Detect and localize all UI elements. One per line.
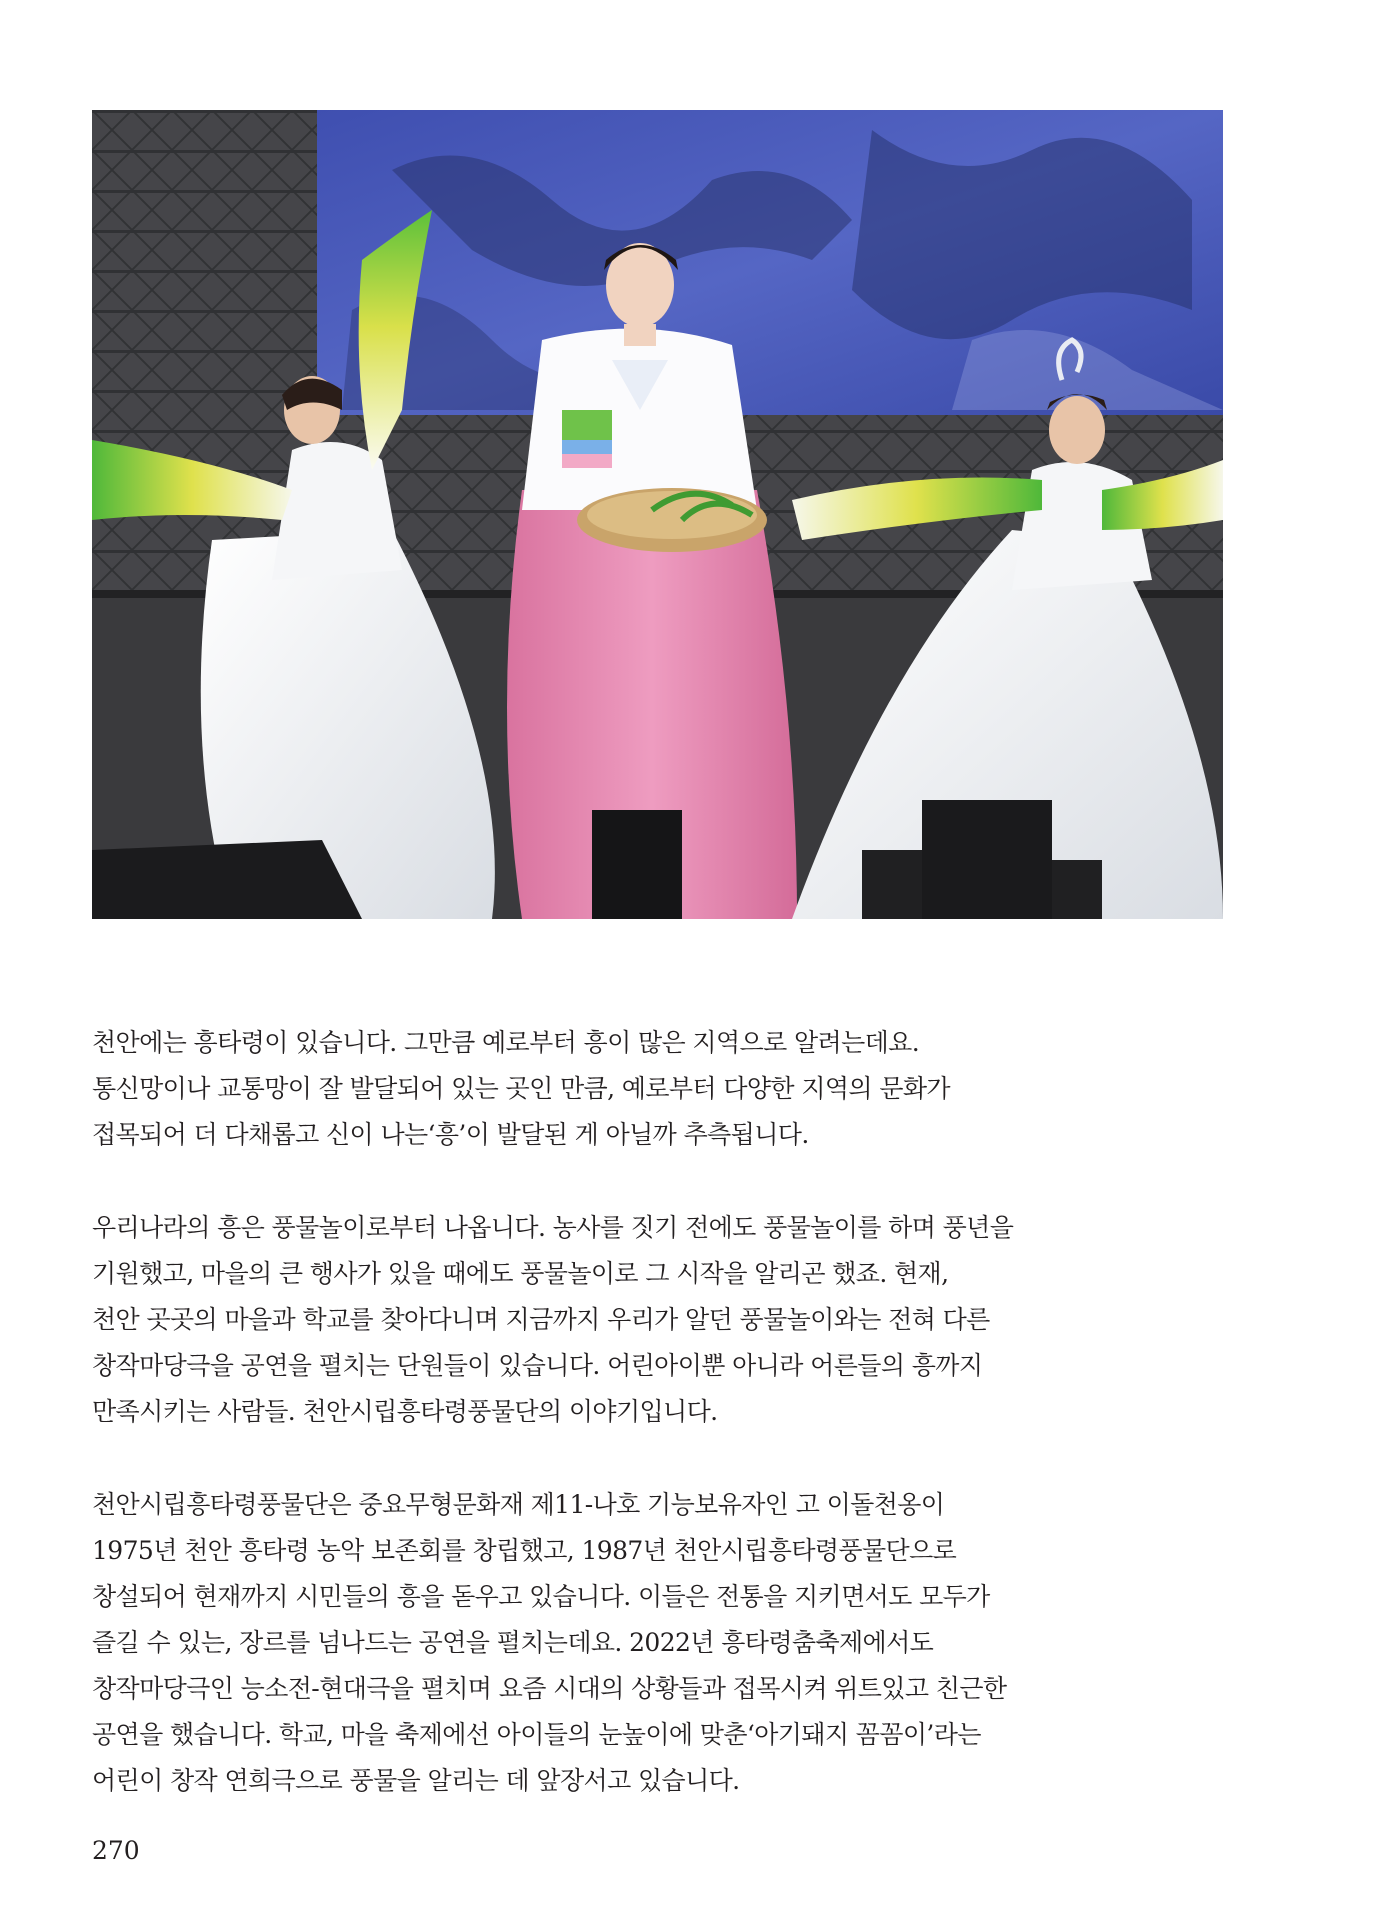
page-number: 270 (92, 1836, 140, 1865)
text-line: 만족시키는 사람들. 천안시립흥타령풍물단의 이야기입니다. (92, 1397, 718, 1426)
text-line: 어린이 창작 연희극으로 풍물을 알리는 데 앞장서고 있습니다. (92, 1766, 740, 1795)
paragraph-3 (92, 1482, 1242, 1804)
text-line: 창작마당극을 공연을 펼치는 단원들이 있습니다. 어린아이뿐 아니라 어른들의 흥까지 (92, 1351, 983, 1380)
paragraph-1 (92, 1020, 1242, 1158)
text-line: 천안 곳곳의 마을과 학교를 찾아다니며 지금까지 우리가 알던 풍물놀이와는 전혀 다른 (92, 1305, 990, 1334)
text-line: 즐길 수 있는, 장르를 넘나드는 공연을 펼치는데요. 2022년 흥타령춤축제에서도 (92, 1628, 934, 1657)
text-line: 기원했고, 마을의 큰 행사가 있을 때에도 풍물놀이로 그 시작을 알리곤 했죠. 현재, (92, 1259, 949, 1288)
text-line: 천안에는 흥타령이 있습니다. 그만큼 예로부터 흥이 많은 지역으로 알려는데요. (92, 1028, 920, 1057)
text-line: 공연을 했습니다. 학교, 마을 축제에선 아이들의 눈높이에 맞춘‘아기돼지 꼼꼼이’라는 (92, 1720, 981, 1749)
text-line: 접목되어 더 다채롭고 신이 나는‘흥’이 발달된 게 아닐까 추측됩니다. (92, 1120, 809, 1149)
text-line: 창설되어 현재까지 시민들의 흥을 돋우고 있습니다. 이들은 전통을 지키면서도 모두가 (92, 1582, 990, 1611)
text-line: 천안시립흥타령풍물단은 중요무형문화재 제11-나호 기능보유자인 고 이돌천옹이 (92, 1490, 945, 1519)
dance-performance-photo (92, 110, 1223, 919)
article-body (92, 1020, 1242, 1851)
text-line: 우리나라의 흥은 풍물놀이로부터 나옵니다. 농사를 짓기 전에도 풍물놀이를 하며 풍년을 (92, 1213, 1014, 1242)
text-line: 통신망이나 교통망이 잘 발달되어 있는 곳인 만큼, 예로부터 다양한 지역의 문화가 (92, 1074, 950, 1103)
text-line: 1975년 천안 흥타령 농악 보존회를 창립했고, 1987년 천안시립흥타령풍물단으로 (92, 1536, 957, 1565)
text-line: 창작마당극인 능소전-현대극을 펼치며 요즘 시대의 상황들과 접목시켜 위트있고 친근한 (92, 1674, 1007, 1703)
paragraph-2 (92, 1205, 1242, 1435)
photo-illustration (92, 110, 1223, 919)
